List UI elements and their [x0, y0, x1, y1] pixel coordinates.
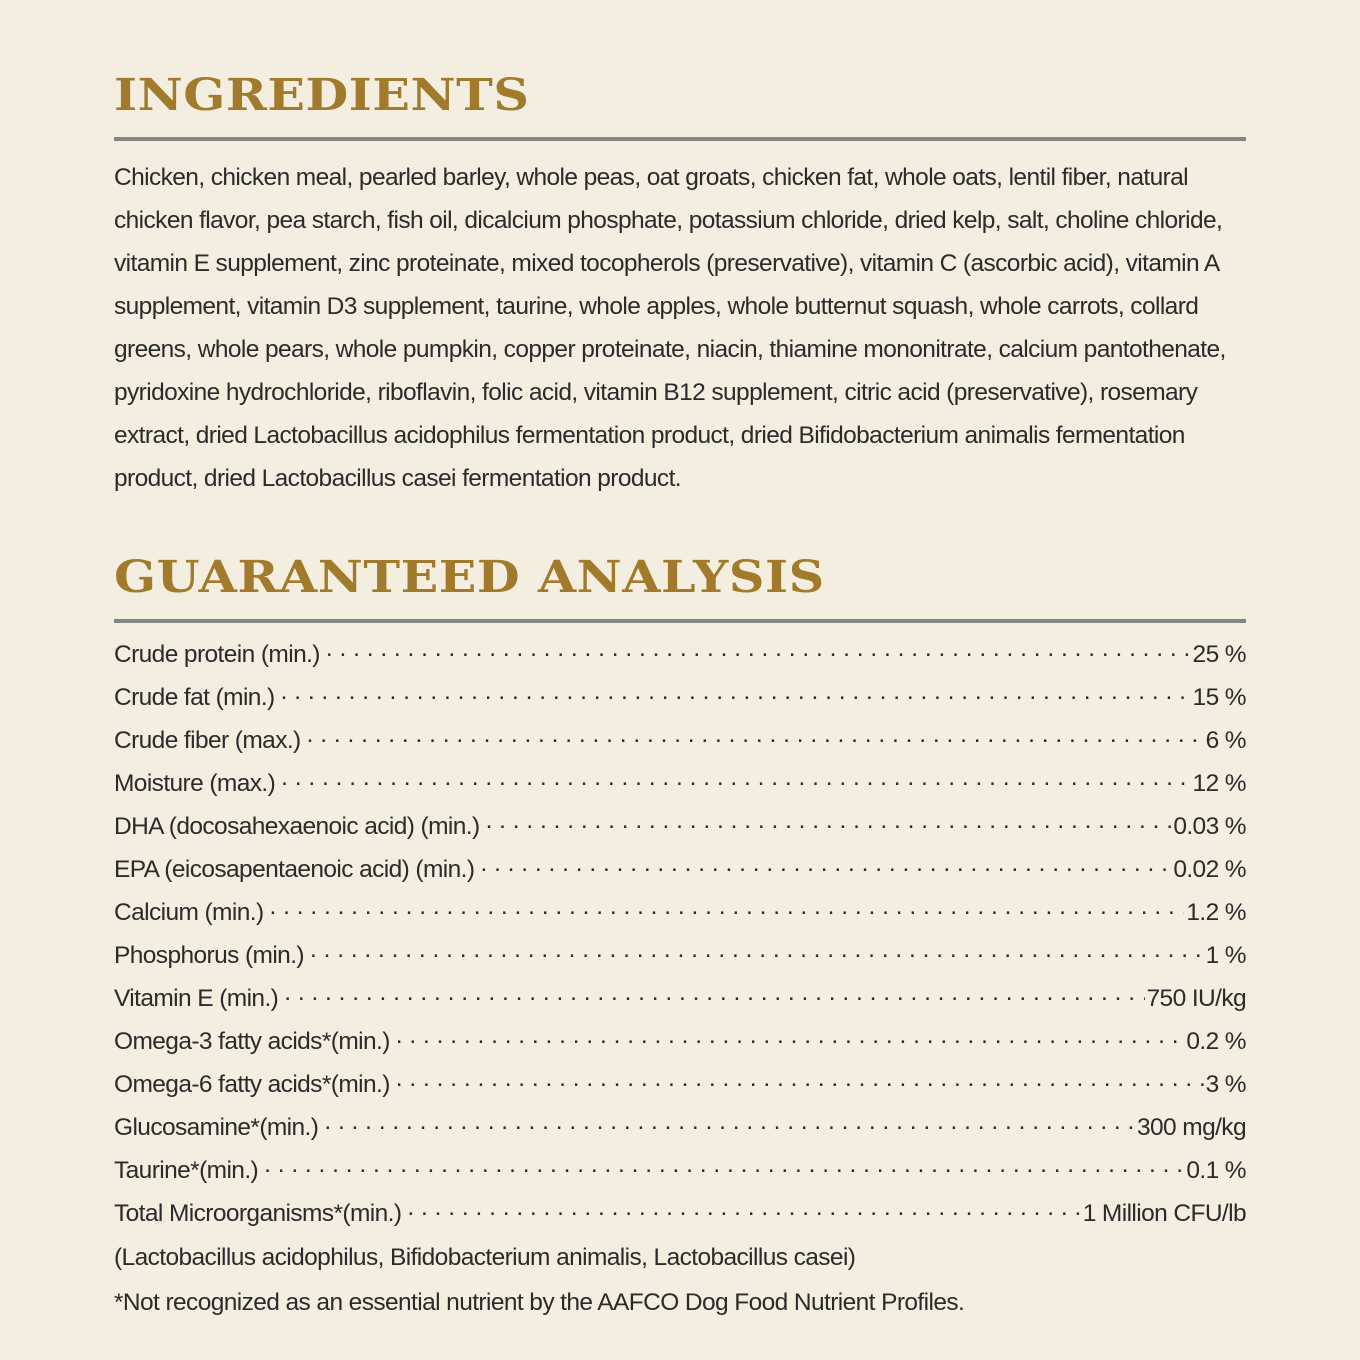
nutrient-label: EPA (eicosapentaenoic acid) (min.) — [114, 855, 475, 883]
nutrient-label: Total Microorganisms*(min.) — [114, 1199, 402, 1227]
nutrient-value: 0.2 % — [1186, 1027, 1246, 1055]
dot-leader — [480, 852, 1171, 877]
aafco-footnote: *Not recognized as an essential nutrient by the AAFCO Dog Food Nutrient Profiles. — [114, 1289, 965, 1316]
dot-leader — [326, 637, 1191, 662]
nutrient-value: 1.2 % — [1186, 898, 1246, 926]
analysis-row-phosphorus — [114, 938, 1246, 981]
analysis-row-dha — [114, 809, 1246, 852]
nutrient-value: 0.1 % — [1186, 1156, 1246, 1184]
analysis-row-omega-3 — [114, 1024, 1246, 1067]
nutrient-value: 750 IU/kg — [1146, 984, 1246, 1012]
nutrient-value: 0.03 % — [1173, 812, 1246, 840]
nutrient-value: 1 Million CFU/lb — [1082, 1199, 1246, 1227]
analysis-row-glucosamine — [114, 1110, 1246, 1153]
nutrient-value: 0.02 % — [1173, 855, 1246, 883]
dot-leader — [486, 809, 1172, 834]
analysis-row-total-microorganisms — [114, 1196, 1246, 1239]
analysis-table — [114, 637, 1246, 1239]
nutrient-value: 12 % — [1192, 769, 1246, 797]
dot-leader — [396, 1024, 1185, 1049]
ingredients-list: Chicken, chicken meal, pearled barley, whole peas, oat groats, chicken fat, whole oats, lentil fiber, natural chicken flavor, pea starch, fish oil, dicalcium phosphate, potassium chloride, dried kelp, salt, choline chloride, vitamin E supplement, zinc proteinate, mixed tocopherols (preservative), vitamin C (ascorbic acid), vitamin A supplement, vitamin D3 supplement, taurine, whole apples, whole butternut squash, whole carrots, collard greens, whole pears, whole pumpkin, copper proteinate, niacin, thiamine mononitrate, calcium pantothenate, pyridoxine hydrochloride, riboflavin, folic acid, vitamin B12 supplement, citric acid (preservative), rosemary extract, dried Lactobacillus acidophilus fermentation product, dried Bifidobacterium animalis fermentation product, dried Lactobacillus casei fermentation product. — [114, 164, 1226, 492]
nutrient-label: Phosphorus (min.) — [114, 941, 304, 969]
dot-leader — [324, 1110, 1135, 1135]
nutrient-label: Omega-6 fatty acids*(min.) — [114, 1070, 390, 1098]
nutrient-label: Crude fiber (max.) — [114, 726, 301, 754]
analysis-row-epa — [114, 852, 1246, 895]
dot-leader — [270, 895, 1185, 920]
analysis-row-crude-fat — [114, 680, 1246, 723]
analysis-row-crude-protein — [114, 637, 1246, 680]
nutrient-value: 1 % — [1205, 941, 1246, 969]
nutrient-value: 15 % — [1192, 683, 1246, 711]
analysis-row-moisture — [114, 766, 1246, 809]
ingredients-heading: INGREDIENTS — [114, 70, 530, 121]
microorganisms-note: (Lactobacillus acidophilus, Bifidobacterium animalis, Lactobacillus casei) — [114, 1244, 856, 1271]
dot-leader — [281, 766, 1190, 791]
dot-leader — [264, 1153, 1184, 1178]
analysis-divider — [114, 619, 1246, 623]
nutrient-value: 25 % — [1192, 640, 1246, 668]
nutrient-value: 3 % — [1205, 1070, 1246, 1098]
nutrient-label: DHA (docosahexaenoic acid) (min.) — [114, 812, 480, 840]
nutrient-value: 6 % — [1205, 726, 1246, 754]
analysis-row-omega-6 — [114, 1067, 1246, 1110]
dot-leader — [281, 680, 1191, 705]
guaranteed-analysis-heading: GUARANTEED ANALYSIS — [114, 552, 825, 603]
nutrient-label: Omega-3 fatty acids*(min.) — [114, 1027, 390, 1055]
nutrient-label: Crude fat (min.) — [114, 683, 275, 711]
analysis-row-crude-fiber — [114, 723, 1246, 766]
nutrient-label: Moisture (max.) — [114, 769, 276, 797]
nutrient-label: Glucosamine*(min.) — [114, 1113, 319, 1141]
nutrient-label: Vitamin E (min.) — [114, 984, 279, 1012]
analysis-row-calcium — [114, 895, 1246, 938]
dot-leader — [284, 981, 1144, 1006]
nutrient-value: 300 mg/kg — [1136, 1113, 1246, 1141]
dot-leader — [307, 723, 1204, 748]
analysis-row-taurine — [114, 1153, 1246, 1196]
analysis-row-vitamin-e — [114, 981, 1246, 1024]
nutrient-label: Calcium (min.) — [114, 898, 264, 926]
ingredients-divider — [114, 137, 1246, 141]
dot-leader — [310, 938, 1204, 963]
dot-leader — [407, 1196, 1080, 1221]
nutrient-label: Crude protein (min.) — [114, 640, 320, 668]
nutrient-label: Taurine*(min.) — [114, 1156, 259, 1184]
dot-leader — [396, 1067, 1204, 1092]
